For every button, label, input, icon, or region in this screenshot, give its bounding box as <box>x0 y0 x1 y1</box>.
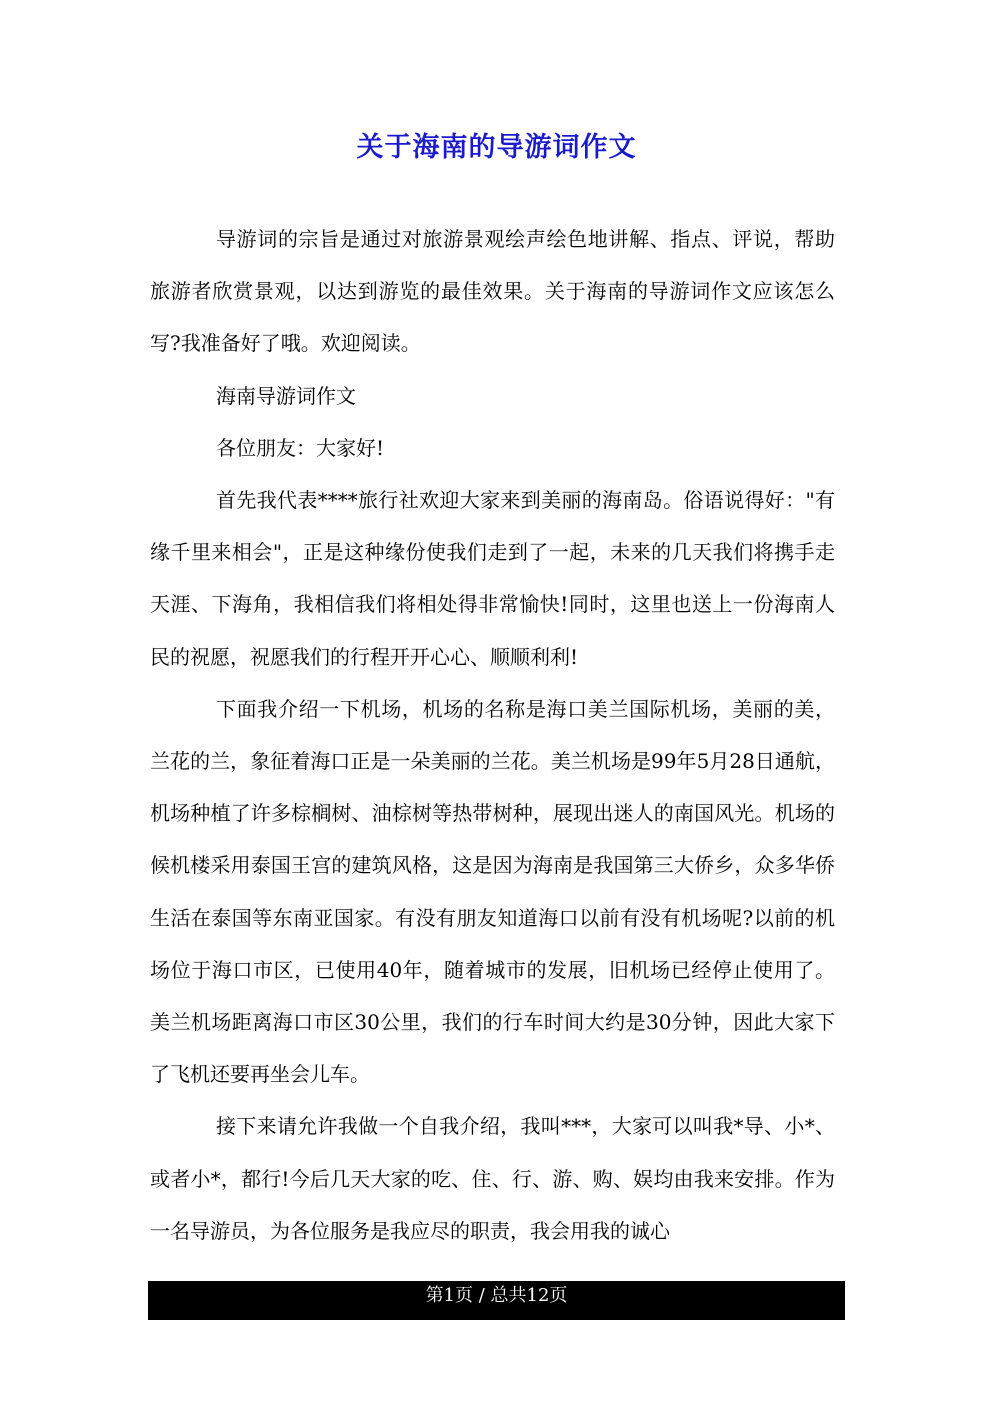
page-footer-bar <box>148 1281 845 1320</box>
document-body <box>150 213 835 1257</box>
paragraph-intro: 导游词的宗旨是通过对旅游景观绘声绘色地讲解、指点、评说，帮助旅游者欣赏景观，以达到游览的最佳效果。关于海南的导游词作文应该怎么写?我准备好了哦。欢迎阅读。 <box>150 227 835 356</box>
paragraph-greeting: 各位朋友：大家好! <box>216 435 385 460</box>
paragraph-subtitle: 海南导游词作文 <box>216 383 356 408</box>
paragraph-airport: 下面我介绍一下机场，机场的名称是海口美兰国际机场，美丽的美，兰花的兰，象征着海口正是一朵美丽的兰花。美兰机场是99年5月28日通航，机场种植了许多棕榈树、油棕树等热带树种，展现出迷人的南国风光。机场的候机楼采用泰国王宫的建筑风格，这是因为海南是我国第三大侨乡，众多华侨生活在泰国等东南亚国家。有没有朋友知道海口以前有没有机场呢?以前的机场位于海口市区，已使用40年，随着城市的发展，旧机场已经停止使用了。美兰机场距离海口市区30公里，我们的行车时间大约是30分钟，因此大家下了飞机还要再坐会儿车。 <box>150 696 835 1087</box>
paragraph-welcome: 首先我代表****旅行社欢迎大家来到美丽的海南岛。俗语说得好："有缘千里来相会"，正是这种缘份使我们走到了一起，未来的几天我们将携手走天涯、下海角，我相信我们将相处得非常愉快!同时，这里也送上一份海南人民的祝愿，祝愿我们的行程开开心心、顺顺利利! <box>150 488 835 669</box>
page-number-label: 第1页 / 总共12页 <box>425 1285 568 1306</box>
document-title: 关于海南的导游词作文 <box>356 132 637 163</box>
paragraph-self-intro: 接下来请允许我做一个自我介绍，我叫***，大家可以叫我*导、小*、或者小*，都行!今后几天大家的吃、住、行、游、购、娱均由我来安排。作为一名导游员，为各位服务是我应尽的职责，我会用我的诚心 <box>150 1114 835 1243</box>
